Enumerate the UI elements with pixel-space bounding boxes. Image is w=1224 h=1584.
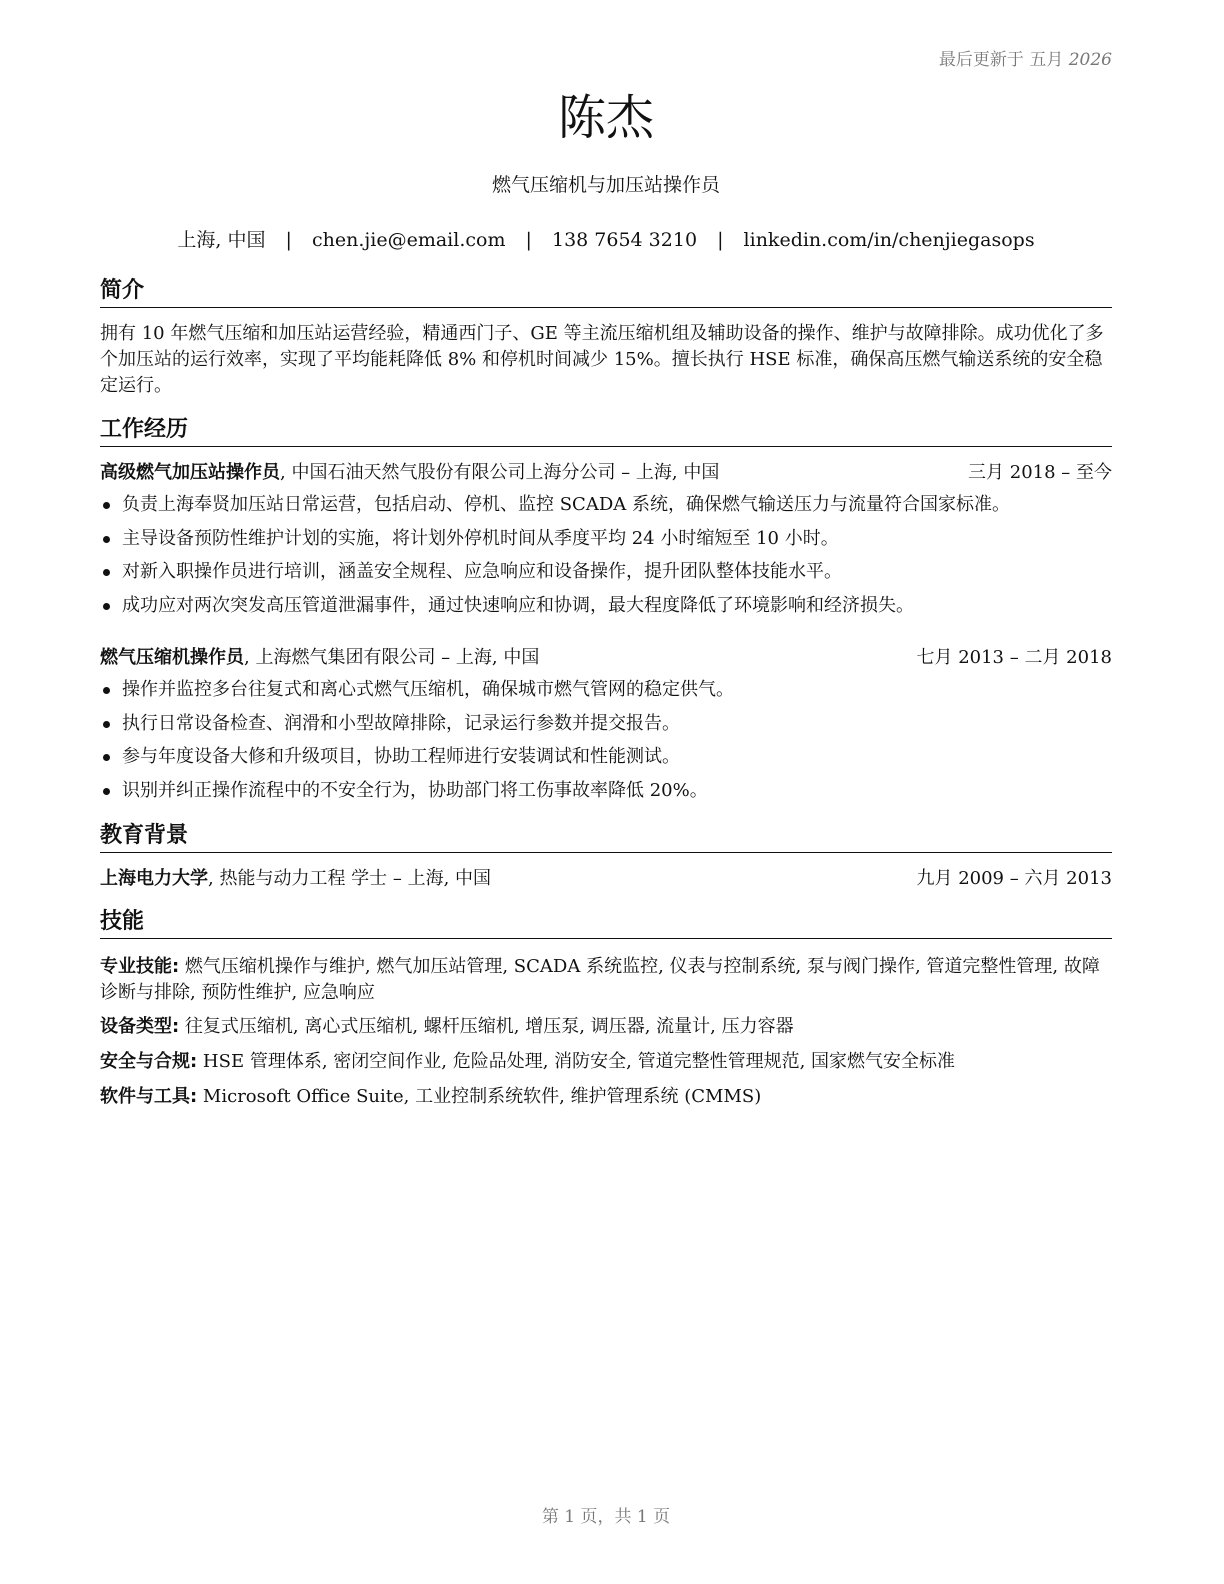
skill-label: 安全与合规: (100, 1051, 198, 1072)
section-heading-summary: 简介 (100, 277, 1112, 308)
page-number: 第 1 页，共 1 页 (541, 1507, 671, 1527)
section-heading-experience: 工作经历 (100, 416, 1112, 447)
job-header (100, 645, 1112, 671)
updated-year: 2026 (1068, 50, 1112, 70)
updated-month: 五月 (1029, 50, 1064, 70)
job-header (100, 460, 1112, 486)
skill-line (100, 1049, 1112, 1075)
job-dates: 七月 2013 – 二月 2018 (916, 647, 1112, 668)
education-school: 上海电力大学 (100, 868, 208, 889)
skill-label: 设备类型: (100, 1016, 180, 1037)
candidate-title: 燃气压缩机与加压站操作员 (491, 174, 720, 196)
contact-line (100, 225, 1112, 252)
job-org: , 中国石油天然气股份有限公司上海分公司 – 上海, 中国 (280, 462, 720, 483)
job-role: 高级燃气加压站操作员 (100, 462, 280, 483)
skill-label: 软件与工具: (100, 1086, 198, 1107)
skill-line (100, 1084, 1112, 1110)
education-detail: , 热能与动力工程 学士 – 上海, 中国 (208, 868, 492, 889)
contact-email[interactable]: chen.jie@email.com (311, 229, 506, 251)
job-bullets (100, 677, 1112, 811)
education-row (100, 866, 1112, 892)
contact-phone: 138 7654 3210 (551, 229, 698, 251)
last-updated (939, 45, 1112, 70)
resume-page (100, 0, 1112, 1584)
contact-separator: | (525, 229, 532, 251)
updated-prefix: 最后更新于 (938, 50, 1024, 70)
list-item: 操作并监控多台往复式和离心式燃气压缩机，确保城市燃气管网的稳定供气。 (100, 677, 1112, 711)
list-item: 成功应对两次突发高压管道泄漏事件，通过快速响应和协调，最大程度降低了环境影响和经济损失。 (100, 593, 1112, 627)
list-item: 参与年度设备大修和升级项目，协助工程师进行安装调试和性能测试。 (100, 744, 1112, 778)
list-item: 主导设备预防性维护计划的实施，将计划外停机时间从季度平均 24 小时缩短至 10 小时。 (100, 526, 1112, 560)
contact-location: 上海, 中国 (177, 229, 266, 251)
skill-text: HSE 管理体系, 密闭空间作业, 危险品处理, 消防安全, 管道完整性管理规范, 国家燃气安全标准 (197, 1051, 956, 1072)
job-dates: 三月 2018 – 至今 (968, 462, 1112, 483)
contact-separator: | (285, 229, 292, 251)
section-heading-skills: 技能 (100, 908, 1112, 939)
skill-text: 燃气压缩机操作与维护, 燃气加压站管理, SCADA 系统监控, 仪表与控制系统, 泵与阀门操作, 管道完整性管理, 故障诊断与排除, 预防性维护, 应急响应 (100, 956, 1100, 1003)
summary-text: 拥有 10 年燃气压缩和加压站运营经验，精通西门子、GE 等主流压缩机组及辅助设备的操作、维护与故障排除。成功优化了多个加压站的运行效率，实现了平均能耗降低 8% 和停机时间减少 15%。擅长执行 HSE 标准，确保高压燃气输送系统的安全稳定运行。 (100, 323, 1104, 396)
section-heading-education: 教育背景 (100, 822, 1112, 853)
skill-label: 专业技能: (100, 956, 180, 977)
list-item: 识别并纠正操作流程中的不安全行为，协助部门将工伤事故率降低 20%。 (100, 778, 1112, 812)
list-item: 对新入职操作员进行培训，涵盖安全规程、应急响应和设备操作，提升团队整体技能水平。 (100, 559, 1112, 593)
skill-text: Microsoft Office Suite, 工业控制系统软件, 维护管理系统 (CMMS) (197, 1086, 762, 1107)
job-bullets (100, 492, 1112, 626)
job-role: 燃气压缩机操作员 (100, 647, 244, 668)
education-dates: 九月 2009 – 六月 2013 (916, 868, 1112, 889)
list-item: 负责上海奉贤加压站日常运营，包括启动、停机、监控 SCADA 系统，确保燃气输送压力与流量符合国家标准。 (100, 492, 1112, 526)
candidate-name: 陈杰 (557, 90, 654, 146)
skill-line (100, 954, 1112, 1006)
contact-separator: | (717, 229, 724, 251)
job-org: , 上海燃气集团有限公司 – 上海, 中国 (244, 647, 540, 668)
contact-linkedin[interactable]: linkedin.com/in/chenjiegasops (743, 229, 1035, 251)
skill-text: 往复式压缩机, 离心式压缩机, 螺杆压缩机, 增压泵, 调压器, 流量计, 压力容器 (179, 1016, 794, 1037)
skill-line (100, 1014, 1112, 1040)
list-item: 执行日常设备检查、润滑和小型故障排除，记录运行参数并提交报告。 (100, 711, 1112, 745)
